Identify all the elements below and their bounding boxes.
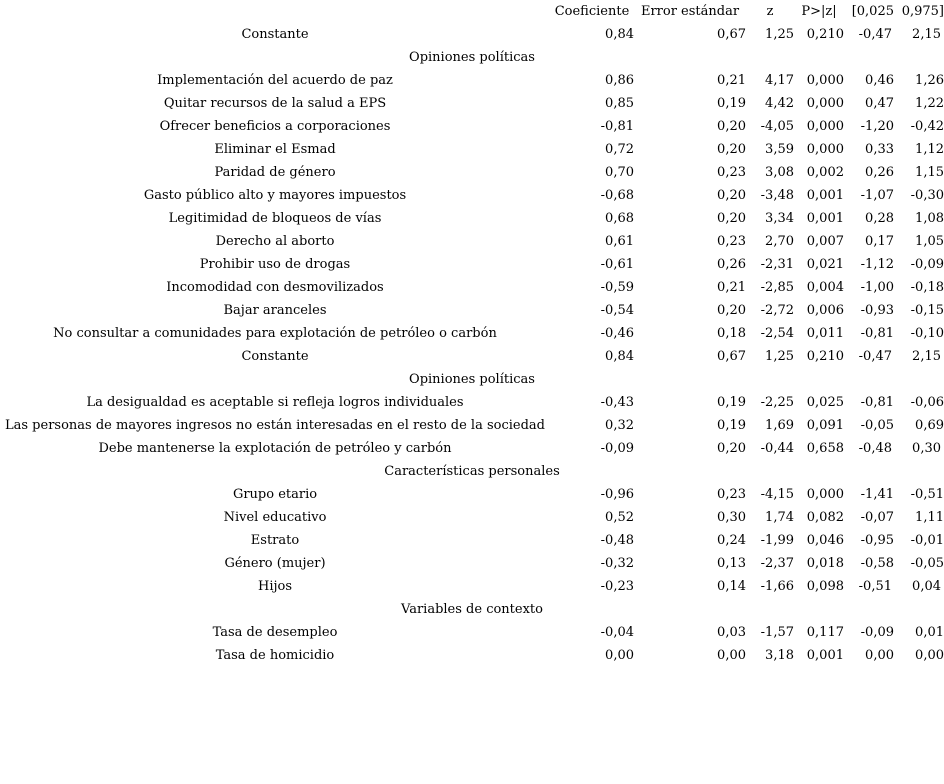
cell-ci-high: -0,09 [910, 257, 944, 272]
column-header-z: z [766, 4, 774, 19]
cell-coefficient: 0,32 [605, 418, 634, 433]
cell-pvalue: 0,210 [806, 349, 844, 364]
cell-std-error: 0,23 [717, 165, 746, 180]
cell-ci-low: 0,17 [865, 234, 894, 249]
cell-coefficient: 0,70 [605, 165, 634, 180]
column-header-std-error: Error estándar [640, 4, 740, 19]
table-row [0, 184, 944, 207]
table-section-header-row [0, 460, 944, 483]
cell-ci-low: -1,12 [860, 257, 894, 272]
section-header-label: Características personales [384, 464, 560, 479]
cell-coefficient: -0,61 [600, 257, 634, 272]
cell-z: 1,25 [765, 27, 794, 42]
cell-ci-high: 0,30 [912, 441, 941, 456]
row-label: Incomodidad con desmovilizados [166, 280, 384, 295]
row-label: Legitimidad de bloqueos de vías [168, 211, 382, 226]
cell-pvalue: 0,004 [806, 280, 844, 295]
cell-std-error: 0,03 [717, 625, 746, 640]
cell-z: 1,74 [765, 510, 794, 525]
cell-coefficient: -0,43 [600, 395, 634, 410]
cell-ci-high: -0,05 [910, 556, 944, 571]
cell-coefficient: 0,61 [605, 234, 634, 249]
table-row [0, 414, 944, 437]
cell-z: -2,85 [760, 280, 794, 295]
cell-ci-low: -0,58 [860, 556, 894, 571]
cell-coefficient: -0,81 [600, 119, 634, 134]
column-header-pvalue: P>|z| [801, 4, 837, 19]
cell-ci-high: 0,69 [915, 418, 944, 433]
cell-pvalue: 0,001 [806, 211, 844, 226]
cell-std-error: 0,18 [717, 326, 746, 341]
cell-coefficient: -0,46 [600, 326, 634, 341]
cell-ci-high: -0,10 [910, 326, 944, 341]
cell-z: 1,69 [765, 418, 794, 433]
cell-ci-low: -0,47 [858, 27, 892, 42]
cell-z: 2,70 [765, 234, 794, 249]
table-row [0, 299, 944, 322]
row-label: Prohibir uso de drogas [199, 257, 351, 272]
cell-z: -3,48 [760, 188, 794, 203]
cell-std-error: 0,20 [717, 142, 746, 157]
cell-std-error: 0,20 [717, 303, 746, 318]
row-label: Género (mujer) [224, 556, 326, 571]
table-header-row [0, 0, 944, 23]
table-row [0, 69, 944, 92]
table-row [0, 115, 944, 138]
table-row [0, 483, 944, 506]
cell-ci-high: -0,51 [910, 487, 944, 502]
cell-ci-low: -1,00 [860, 280, 894, 295]
cell-std-error: 0,00 [717, 648, 746, 663]
cell-coefficient: 0,84 [605, 349, 634, 364]
column-header-label [0, 0, 550, 23]
cell-ci-high: -0,06 [910, 395, 944, 410]
cell-std-error: 0,20 [717, 441, 746, 456]
cell-ci-low: 0,26 [865, 165, 894, 180]
cell-z: -1,66 [760, 579, 794, 594]
cell-ci-high: 1,11 [915, 510, 944, 525]
row-label: Bajar aranceles [223, 303, 327, 318]
table-row [0, 437, 944, 460]
cell-ci-high: -0,30 [910, 188, 944, 203]
cell-ci-high: -0,42 [910, 119, 944, 134]
cell-pvalue: 0,007 [806, 234, 844, 249]
cell-coefficient: -0,59 [600, 280, 634, 295]
cell-std-error: 0,20 [717, 188, 746, 203]
cell-pvalue: 0,000 [806, 73, 844, 88]
cell-std-error: 0,26 [717, 257, 746, 272]
cell-z: -4,15 [760, 487, 794, 502]
row-label: Constante [241, 349, 309, 364]
table-body [0, 23, 944, 667]
column-header-ci-high: 0,975] [901, 4, 944, 19]
table-row [0, 276, 944, 299]
cell-ci-low: 0,28 [865, 211, 894, 226]
cell-coefficient: -0,96 [600, 487, 634, 502]
cell-std-error: 0,21 [717, 280, 746, 295]
cell-ci-high: -0,01 [910, 533, 944, 548]
table-section-header-row [0, 368, 944, 391]
table-row [0, 575, 944, 598]
cell-pvalue: 0,011 [806, 326, 844, 341]
cell-ci-low: -0,07 [860, 510, 894, 525]
row-label: Ofrecer beneficios a corporaciones [159, 119, 391, 134]
table-row [0, 253, 944, 276]
table-row [0, 322, 944, 345]
row-label: Paridad de género [214, 165, 336, 180]
cell-coefficient: -0,23 [600, 579, 634, 594]
cell-z: -1,57 [760, 625, 794, 640]
cell-pvalue: 0,001 [806, 648, 844, 663]
cell-std-error: 0,19 [717, 418, 746, 433]
table-row [0, 506, 944, 529]
cell-ci-high: 1,26 [915, 73, 944, 88]
cell-std-error: 0,30 [717, 510, 746, 525]
cell-ci-low: -0,09 [860, 625, 894, 640]
cell-coefficient: -0,68 [600, 188, 634, 203]
cell-z: 3,08 [765, 165, 794, 180]
cell-coefficient: -0,09 [600, 441, 634, 456]
row-label: Hijos [257, 579, 293, 594]
cell-coefficient: -0,32 [600, 556, 634, 571]
cell-pvalue: 0,021 [806, 257, 844, 272]
cell-pvalue: 0,001 [806, 188, 844, 203]
cell-ci-high: 0,01 [915, 625, 944, 640]
table-section-header-row [0, 46, 944, 69]
cell-pvalue: 0,000 [806, 142, 844, 157]
cell-z: -2,37 [760, 556, 794, 571]
cell-ci-low: 0,46 [865, 73, 894, 88]
cell-std-error: 0,24 [717, 533, 746, 548]
cell-pvalue: 0,098 [806, 579, 844, 594]
cell-ci-high: 1,08 [915, 211, 944, 226]
cell-z: 3,18 [765, 648, 794, 663]
cell-pvalue: 0,000 [806, 96, 844, 111]
cell-ci-low: -1,41 [860, 487, 894, 502]
section-header-label: Variables de contexto [401, 602, 543, 617]
table-row [0, 621, 944, 644]
table-row [0, 161, 944, 184]
cell-z: 4,17 [765, 73, 794, 88]
row-label: Implementación del acuerdo de paz [157, 73, 393, 88]
cell-ci-low: 0,33 [865, 142, 894, 157]
cell-pvalue: 0,000 [806, 119, 844, 134]
cell-ci-low: -0,93 [860, 303, 894, 318]
table-row [0, 552, 944, 575]
cell-z: 3,59 [765, 142, 794, 157]
row-label: Tasa de homicidio [215, 648, 335, 663]
row-label: La desigualdad es aceptable si refleja logros individuales [86, 395, 464, 410]
table-row [0, 644, 944, 667]
cell-std-error: 0,19 [717, 395, 746, 410]
row-label: No consultar a comunidades para explotación de petróleo o carbón [53, 326, 497, 341]
cell-ci-low: -0,51 [858, 579, 892, 594]
cell-ci-high: -0,18 [910, 280, 944, 295]
cell-pvalue: 0,210 [806, 27, 844, 42]
table-header [0, 0, 944, 23]
cell-ci-high: 1,15 [915, 165, 944, 180]
row-label: Estrato [250, 533, 300, 548]
cell-ci-high: 0,00 [915, 648, 944, 663]
table-row [0, 391, 944, 414]
cell-coefficient: 0,72 [605, 142, 634, 157]
cell-std-error: 0,67 [717, 349, 746, 364]
cell-z: -4,05 [760, 119, 794, 134]
table-row [0, 92, 944, 115]
section-header-label: Opiniones políticas [409, 50, 535, 65]
cell-pvalue: 0,046 [806, 533, 844, 548]
row-label: Tasa de desempleo [212, 625, 338, 640]
cell-coefficient: 0,85 [605, 96, 634, 111]
cell-z: -2,72 [760, 303, 794, 318]
cell-pvalue: 0,658 [806, 441, 844, 456]
column-header-coefficient: Coeficiente [554, 4, 630, 19]
cell-z: -0,44 [760, 441, 794, 456]
row-label: Debe mantenerse la explotación de petróleo y carbón [98, 441, 452, 456]
cell-coefficient: 0,86 [605, 73, 634, 88]
section-header-label: Opiniones políticas [409, 372, 535, 387]
cell-pvalue: 0,018 [806, 556, 844, 571]
cell-coefficient: -0,04 [600, 625, 634, 640]
cell-pvalue: 0,006 [806, 303, 844, 318]
cell-std-error: 0,23 [717, 234, 746, 249]
cell-std-error: 0,67 [717, 27, 746, 42]
cell-pvalue: 0,082 [806, 510, 844, 525]
table-row [0, 529, 944, 552]
cell-ci-low: -1,07 [860, 188, 894, 203]
cell-ci-low: 0,00 [865, 648, 894, 663]
cell-ci-low: -0,81 [860, 395, 894, 410]
cell-std-error: 0,13 [717, 556, 746, 571]
row-label: Gasto público alto y mayores impuestos [143, 188, 407, 203]
cell-ci-high: 2,15 [912, 349, 941, 364]
cell-std-error: 0,20 [717, 211, 746, 226]
cell-std-error: 0,14 [717, 579, 746, 594]
cell-ci-high: 1,12 [915, 142, 944, 157]
cell-ci-low: -0,95 [860, 533, 894, 548]
cell-ci-low: -0,48 [858, 441, 892, 456]
row-label: Quitar recursos de la salud a EPS [163, 96, 387, 111]
table-section-header-row [0, 598, 944, 621]
table-row [0, 230, 944, 253]
cell-std-error: 0,21 [717, 73, 746, 88]
row-label: Constante [241, 27, 309, 42]
cell-coefficient: -0,54 [600, 303, 634, 318]
cell-pvalue: 0,025 [806, 395, 844, 410]
cell-z: -1,99 [760, 533, 794, 548]
cell-z: -2,54 [760, 326, 794, 341]
cell-z: 3,34 [765, 211, 794, 226]
cell-coefficient: -0,48 [600, 533, 634, 548]
table-row [0, 207, 944, 230]
cell-ci-low: -1,20 [860, 119, 894, 134]
cell-ci-low: -0,47 [858, 349, 892, 364]
cell-pvalue: 0,091 [806, 418, 844, 433]
cell-ci-high: 1,22 [915, 96, 944, 111]
cell-z: 4,42 [765, 96, 794, 111]
column-header-ci-low: [0,025 [851, 4, 894, 19]
cell-z: 1,25 [765, 349, 794, 364]
row-label: Grupo etario [232, 487, 318, 502]
cell-std-error: 0,23 [717, 487, 746, 502]
cell-ci-low: -0,81 [860, 326, 894, 341]
cell-pvalue: 0,000 [806, 487, 844, 502]
cell-ci-high: 2,15 [912, 27, 941, 42]
row-label: Las personas de mayores ingresos no están interesadas en el resto de la sociedad [5, 418, 545, 433]
cell-coefficient: 0,00 [605, 648, 634, 663]
row-label: Derecho al aborto [215, 234, 335, 249]
cell-ci-high: 1,05 [915, 234, 944, 249]
cell-std-error: 0,19 [717, 96, 746, 111]
table-row [0, 345, 944, 368]
cell-ci-low: -0,05 [860, 418, 894, 433]
cell-z: -2,25 [760, 395, 794, 410]
cell-z: -2,31 [760, 257, 794, 272]
cell-coefficient: 0,52 [605, 510, 634, 525]
cell-pvalue: 0,002 [806, 165, 844, 180]
row-label: Nivel educativo [223, 510, 327, 525]
row-label: Eliminar el Esmad [214, 142, 336, 157]
cell-ci-high: 0,04 [912, 579, 941, 594]
cell-coefficient: 0,68 [605, 211, 634, 226]
cell-ci-low: 0,47 [865, 96, 894, 111]
cell-std-error: 0,20 [717, 119, 746, 134]
cell-coefficient: 0,84 [605, 27, 634, 42]
table-row [0, 138, 944, 161]
cell-pvalue: 0,117 [806, 625, 844, 640]
cell-ci-high: -0,15 [910, 303, 944, 318]
table-row [0, 23, 944, 46]
